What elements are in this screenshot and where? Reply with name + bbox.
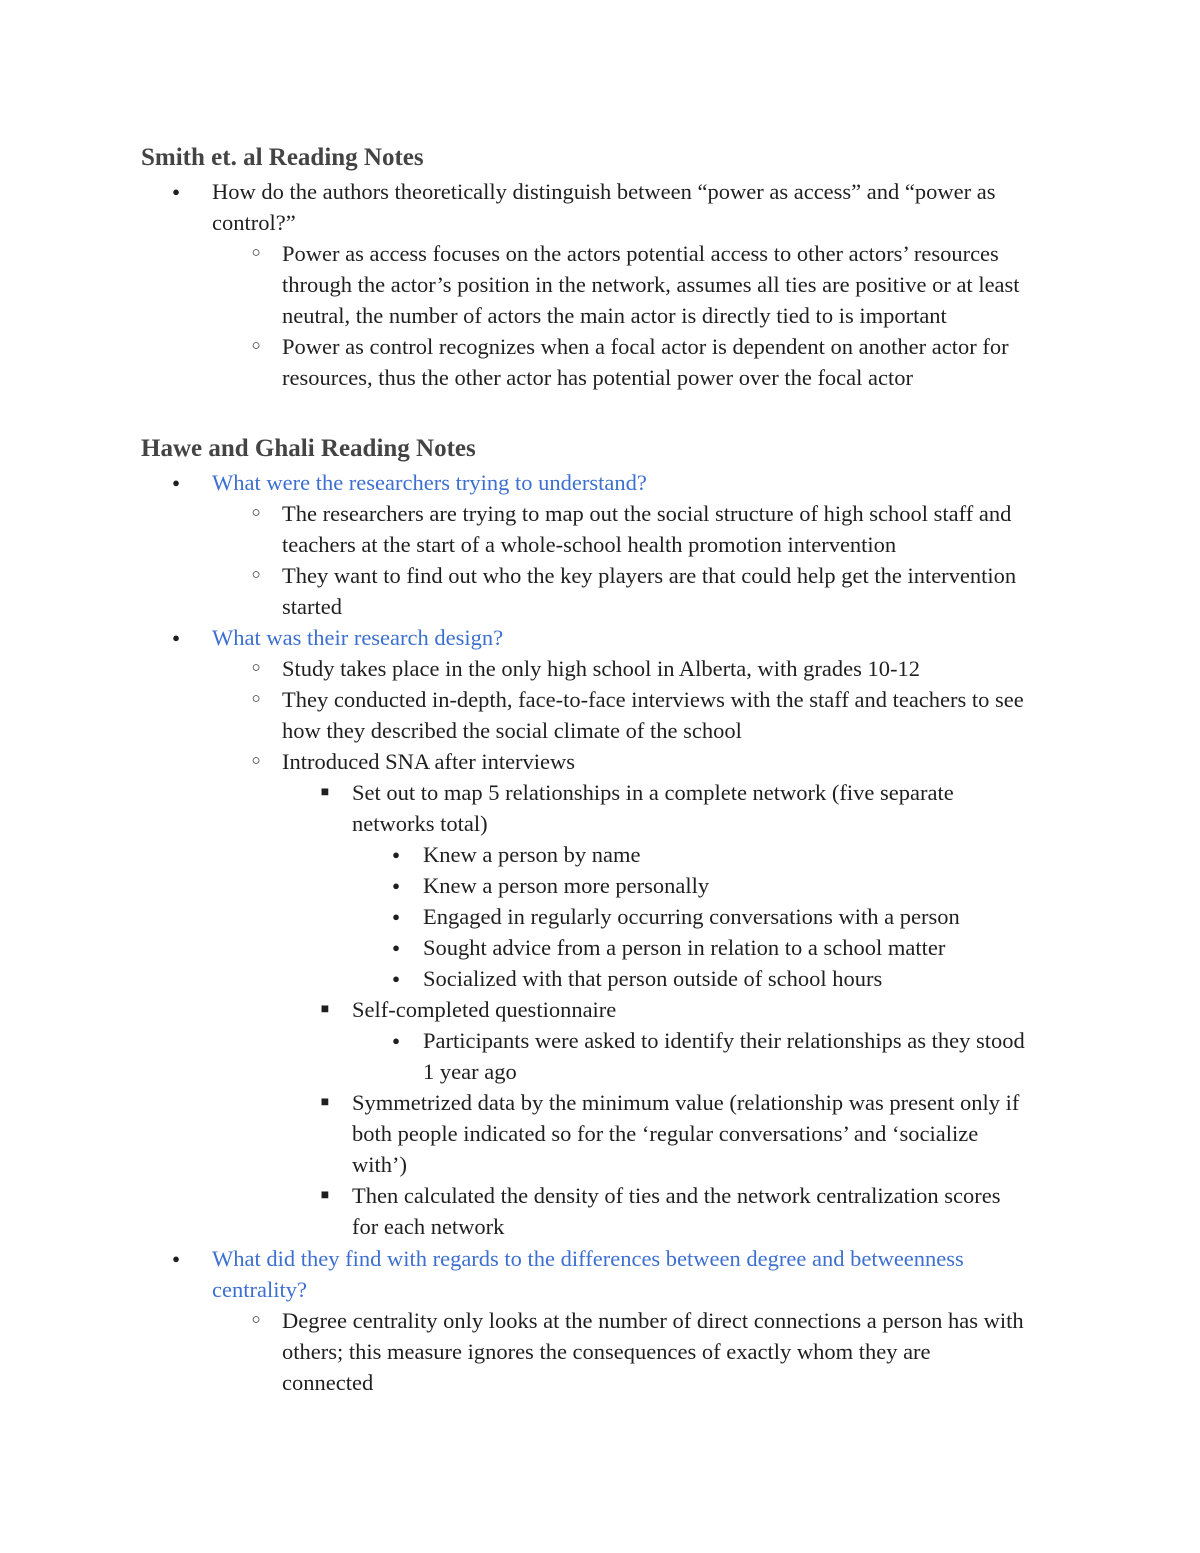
answer-text-line: They want to find out who the key players are that could help get the intervention [282, 563, 1017, 588]
relationship-item: Socialized with that person outside of school hours [423, 966, 883, 991]
question-text-line: What did they find with regards to the differences between degree and betweenness [212, 1246, 964, 1271]
answer-text-line: teachers at the start of a whole-school health promotion intervention [282, 532, 897, 557]
subpoint-text-line: Self-completed questionnaire [352, 997, 617, 1022]
question-text-line: What was their research design? [212, 625, 504, 650]
answer-text-line: Power as access focuses on the actors potential access to other actors’ resources [282, 241, 999, 266]
answer-text-line: connected [282, 1370, 374, 1395]
question-text-line: centrality? [212, 1277, 307, 1302]
circle-bullet: ○ [251, 660, 261, 676]
disc-bullet: ● [392, 878, 400, 893]
answer-text-line: Introduced SNA after interviews [282, 749, 576, 774]
relationship-item: Engaged in regularly occurring conversations with a person [423, 904, 960, 929]
circle-bullet: ○ [251, 245, 261, 261]
answer-text-line: started [282, 594, 342, 619]
relationship-item: Knew a person more personally [423, 873, 710, 898]
disc-bullet: ● [392, 1033, 400, 1048]
answer-text-line: Degree centrality only looks at the number of direct connections a person has with [282, 1308, 1024, 1333]
answer-text-line: resources, thus the other actor has potential power over the focal actor [282, 365, 913, 390]
question-text-line: How do the authors theoretically distinguish between “power as access” and “power as [212, 179, 996, 204]
disc-bullet: ● [392, 909, 400, 924]
circle-bullet: ○ [251, 567, 261, 583]
subpoint-text-line: Symmetrized data by the minimum value (relationship was present only if [352, 1090, 1020, 1115]
disc-bullet: ● [172, 630, 180, 645]
circle-bullet: ○ [251, 338, 261, 354]
section-heading-smith: Smith et. al Reading Notes [141, 144, 424, 171]
subpoint-text-line: for each network [352, 1214, 505, 1239]
section-heading-hawe-ghali: Hawe and Ghali Reading Notes [141, 435, 476, 462]
detail-text-line: Participants were asked to identify their relationships as they stood [423, 1028, 1025, 1053]
subpoint-text-line: both people indicated so for the ‘regular conversations’ and ‘socialize [352, 1121, 979, 1146]
disc-bullet: ● [172, 1251, 180, 1266]
square-bullet: ■ [320, 1002, 330, 1017]
circle-bullet: ○ [251, 505, 261, 521]
disc-bullet: ● [392, 971, 400, 986]
subpoint-text-line: Set out to map 5 relationships in a complete network (five separate [352, 780, 954, 805]
square-bullet: ■ [320, 1095, 330, 1110]
square-bullet: ■ [320, 785, 330, 800]
disc-bullet: ● [172, 475, 180, 490]
subpoint-text-line: with’) [352, 1152, 407, 1177]
detail-text-line: 1 year ago [423, 1059, 517, 1084]
circle-bullet: ○ [251, 691, 261, 707]
answer-text-line: how they described the social climate of the school [282, 718, 742, 743]
disc-bullet: ● [392, 940, 400, 955]
question-text-line: control?” [212, 210, 296, 235]
relationship-item: Sought advice from a person in relation to a school matter [423, 935, 946, 960]
disc-bullet: ● [172, 184, 180, 199]
answer-text-line: Power as control recognizes when a focal actor is dependent on another actor for [282, 334, 1009, 359]
subpoint-text-line: networks total) [352, 811, 488, 836]
relationship-item: Knew a person by name [423, 842, 641, 867]
answer-text-line: through the actor’s position in the network, assumes all ties are positive or at least [282, 272, 1020, 297]
disc-bullet: ● [392, 847, 400, 862]
answer-text-line: The researchers are trying to map out the social structure of high school staff and [282, 501, 1012, 526]
question-text-line: What were the researchers trying to understand? [212, 470, 647, 495]
subpoint-text-line: Then calculated the density of ties and the network centralization scores [352, 1183, 1001, 1208]
answer-text-line: Study takes place in the only high school in Alberta, with grades 10-12 [282, 656, 921, 681]
circle-bullet: ○ [251, 753, 261, 769]
answer-text-line: neutral, the number of actors the main actor is directly tied to is important [282, 303, 947, 328]
answer-text-line: others; this measure ignores the consequences of exactly whom they are [282, 1339, 931, 1364]
square-bullet: ■ [320, 1188, 330, 1203]
answer-text-line: They conducted in-depth, face-to-face interviews with the staff and teachers to see [282, 687, 1024, 712]
circle-bullet: ○ [251, 1312, 261, 1328]
